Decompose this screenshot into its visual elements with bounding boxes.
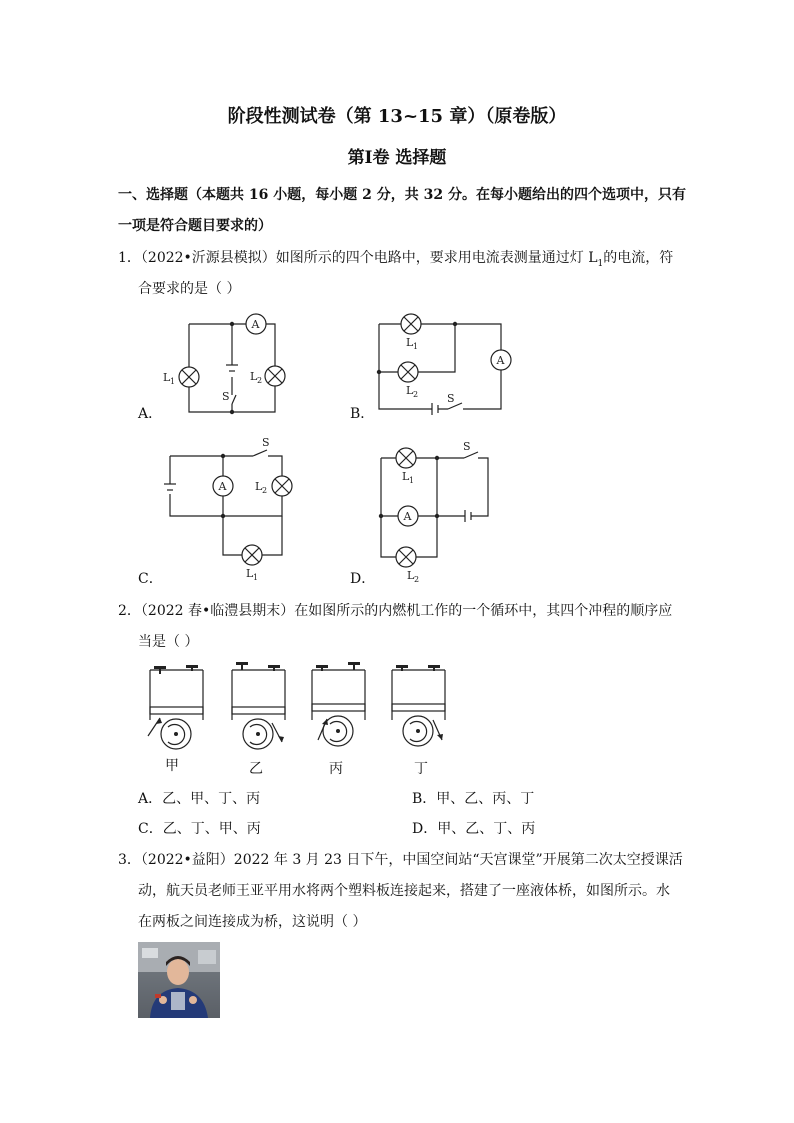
q3-stem-line-3: 在两板之间连接成为桥，这说明（ ） xyxy=(138,914,367,930)
svg-text:L: L xyxy=(402,470,410,483)
q1-stem-line-2: 合要求的是（ ） xyxy=(138,281,241,297)
svg-text:2: 2 xyxy=(414,575,420,584)
q2-option-d[interactable]: D．甲、乙、丁、丙 xyxy=(412,821,536,837)
instructions-line-1: 一、选择题（本题共 16 小题，每小题 2 分，共 32 分。在每小题给出的四个选项中，只有 xyxy=(118,187,686,203)
q1-stem-line-1: 1．（2022•沂源县模拟）如图所示的四个电路中，要求用电流表测量通过灯 $L_1$的电流，符 xyxy=(118,250,674,269)
svg-text:1: 1 xyxy=(170,377,176,386)
section-heading: 第Ⅰ卷 选择题 xyxy=(347,148,447,168)
svg-text:2: 2 xyxy=(262,486,268,495)
engine-label-jia: 甲 xyxy=(165,758,179,774)
svg-text:1: 1 xyxy=(409,476,415,485)
engine-label-yi: 乙 xyxy=(249,761,263,777)
svg-text:S: S xyxy=(463,440,471,453)
svg-text:2: 2 xyxy=(413,390,419,399)
q2-option-b[interactable]: B．甲、乙、丙、丁 xyxy=(412,791,535,807)
svg-text:1: 1 xyxy=(253,573,259,582)
q1-option-c[interactable]: C． xyxy=(138,571,163,587)
svg-text:S: S xyxy=(222,390,230,403)
page-title: 阶段性测试卷（第 13~15 章）（原卷版） xyxy=(227,106,567,127)
q2-stem-line-2: 当是（ ） xyxy=(138,634,199,650)
q2-option-a[interactable]: A．乙、甲、丁、丙 xyxy=(138,791,261,807)
instructions-line-2: 一项是符合题目要求的） xyxy=(118,218,272,234)
engine-label-bing: 丙 xyxy=(329,761,343,777)
svg-text:2: 2 xyxy=(257,376,263,385)
svg-text:1: 1 xyxy=(413,342,419,351)
svg-text:A: A xyxy=(403,510,412,523)
svg-text:A: A xyxy=(496,354,505,367)
svg-text:A: A xyxy=(218,480,227,493)
svg-text:L: L xyxy=(163,371,171,384)
svg-text:L: L xyxy=(407,569,415,582)
q3-stem-line-1: 3．（2022•益阳）2022 年 3 月 23 日下午，中国空间站“天宫课堂”开展第二次太空授课活 xyxy=(118,852,683,868)
q2-stem-line-1: 2．（2022 春•临澧县期末）在如图所示的内燃机工作的一个循环中，其四个冲程的顺序应 xyxy=(118,603,673,619)
svg-text:L: L xyxy=(406,336,414,349)
engine-yi xyxy=(232,662,285,749)
svg-text:L: L xyxy=(406,384,414,397)
svg-text:A: A xyxy=(251,318,260,331)
q1-option-a[interactable]: A． xyxy=(138,406,163,422)
engine-jia xyxy=(148,665,203,749)
svg-text:S: S xyxy=(447,392,455,405)
svg-text:L: L xyxy=(255,480,263,493)
q2-option-c[interactable]: C．乙、丁、甲、丙 xyxy=(138,821,261,837)
engine-bing xyxy=(312,662,365,746)
astronaut-photo xyxy=(138,942,220,1018)
engine-ding xyxy=(392,665,445,746)
q3-stem-line-2: 动，航天员老师王亚平用水将两个塑料板连接起来，搭建了一座液体桥，如图所示。水 xyxy=(138,883,670,899)
svg-text:L: L xyxy=(246,567,254,580)
q1-option-d[interactable]: D． xyxy=(350,571,376,587)
svg-text:S: S xyxy=(262,436,270,449)
svg-text:L: L xyxy=(250,370,258,383)
q1-option-b[interactable]: B． xyxy=(350,406,375,422)
engine-label-ding: 丁 xyxy=(414,761,428,777)
